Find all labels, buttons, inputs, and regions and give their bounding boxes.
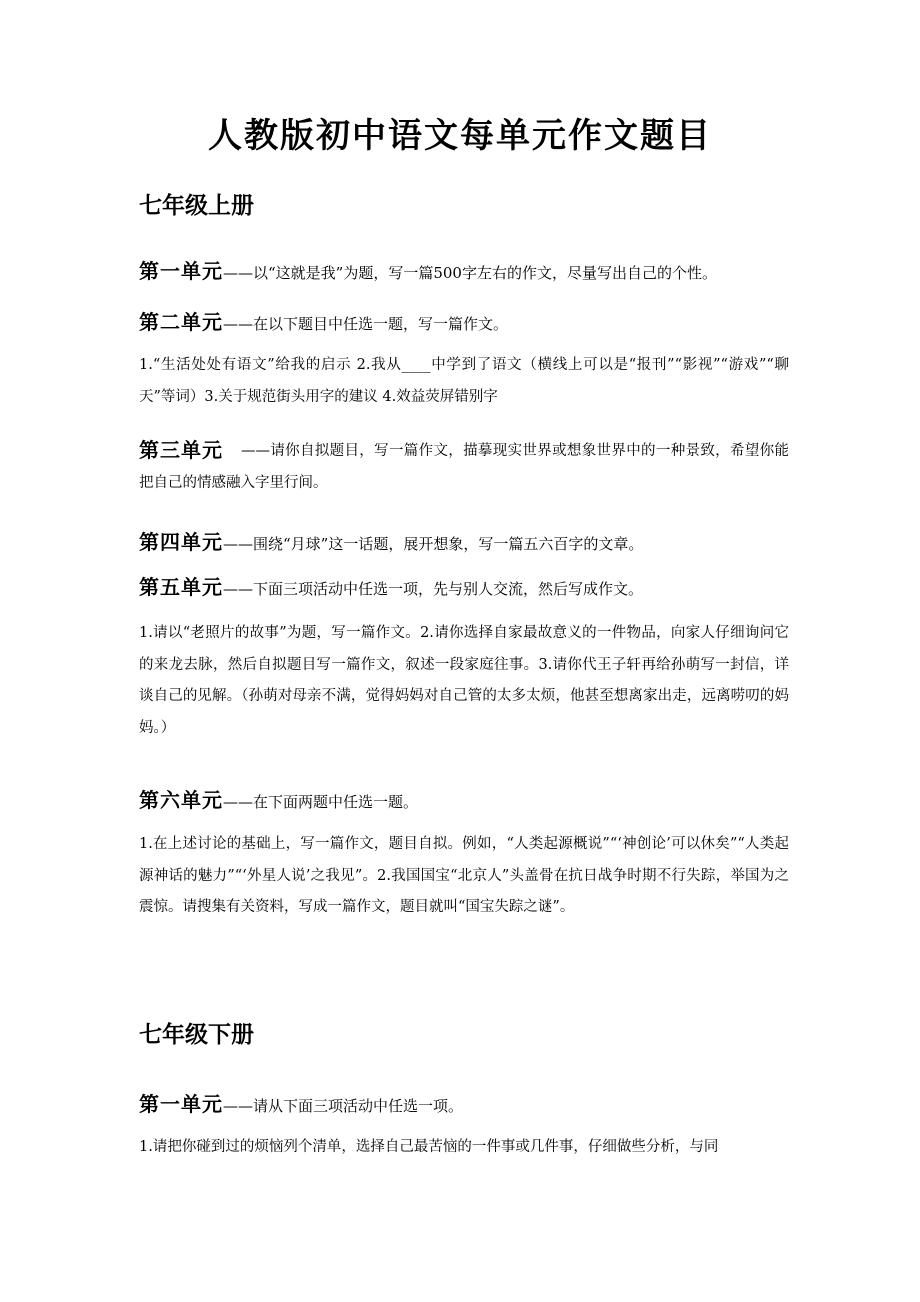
unit-label: 第四单元 [139, 530, 223, 554]
grade7-upper-unit5 [139, 577, 789, 599]
unit-label: 第三单元 [139, 438, 223, 462]
grade7-upper-unit2 [139, 312, 789, 334]
unit-label: 第六单元 [139, 788, 223, 812]
unit-text: ——在下面两题中任选一题。 [223, 793, 419, 811]
unit-label: 第一单元 [139, 259, 223, 283]
grade7-upper-unit1 [139, 261, 789, 283]
grade7-upper-unit6 [139, 790, 789, 812]
grade7-upper-heading: 七年级上册 [139, 193, 254, 219]
grade7-upper-unit4 [139, 532, 789, 554]
grade7-lower-unit1 [139, 1094, 789, 1116]
grade7-upper-unit6-options: 1.在上述讨论的基础上，写一篇作文，题目自拟。例如，“人类起源概说”“‘神创论’可以休矣”“人类起源神话的魅力”“‘外星人说’之我见”。2.我国国宝“北京人”头盖骨在抗日战争时期不行失踪，举国为之震惊。请搜集有关资料，写成一篇作文，题目就叫“国宝失踪之谜”。 [139, 836, 789, 915]
grade7-upper-unit3-text: ——请你自拟题目，写一篇作文，描摹现实世界或想象世界中的一种景致，希望你能把自己的情感融入字里行间。 [139, 443, 789, 491]
unit-text: ——围绕“月球”这一话题，展开想象，写一篇五六百字的文章。 [223, 535, 644, 553]
unit-text: ——以“这就是我”为题，写一篇500字左右的作文，尽量写出自己的个性。 [223, 264, 717, 282]
unit-text: ——在以下题目中任选一题，写一篇作文。 [223, 315, 509, 333]
unit-label: 第一单元 [139, 1092, 223, 1116]
unit-text: ——请从下面三项活动中任选一项。 [223, 1097, 464, 1115]
unit-text: ——下面三项活动中任选一项，先与别人交流，然后写成作文。 [223, 580, 644, 598]
unit-label: 第五单元 [139, 575, 223, 599]
grade7-upper-unit5-options: 1.请以“老照片的故事”为题，写一篇作文。2.请你选择自家最故意义的一件物品，向家人仔细询问它的来龙去脉，然后自拟题目写一篇作文，叙述一段家庭往事。3.请你代王子轩再给孙萌写一封信，详谈自己的见解。（孙萌对母亲不满，觉得妈妈对自己管的太多太烦，他甚至想离家出走，远离唠叨的妈妈。） [139, 625, 789, 736]
grade7-lower-unit1-options: 1.请把你碰到过的烦恼列个清单，选择自己最苦恼的一件事或几件事，仔细做些分析，与同 [139, 1139, 719, 1155]
unit-label: 第二单元 [139, 310, 223, 334]
grade7-lower-heading: 七年级下册 [139, 1022, 254, 1048]
document-title: 人教版初中语文每单元作文题目 [208, 116, 712, 156]
grade7-upper-unit2-options: 1.“生活处处有语文”给我的启示 2.我从____中学到了语文（横线上可以是“报刊”“影视”“游戏”“聊天”等词）3.关于规范街头用字的建议 4.效益荧屏错别字 [139, 357, 789, 405]
